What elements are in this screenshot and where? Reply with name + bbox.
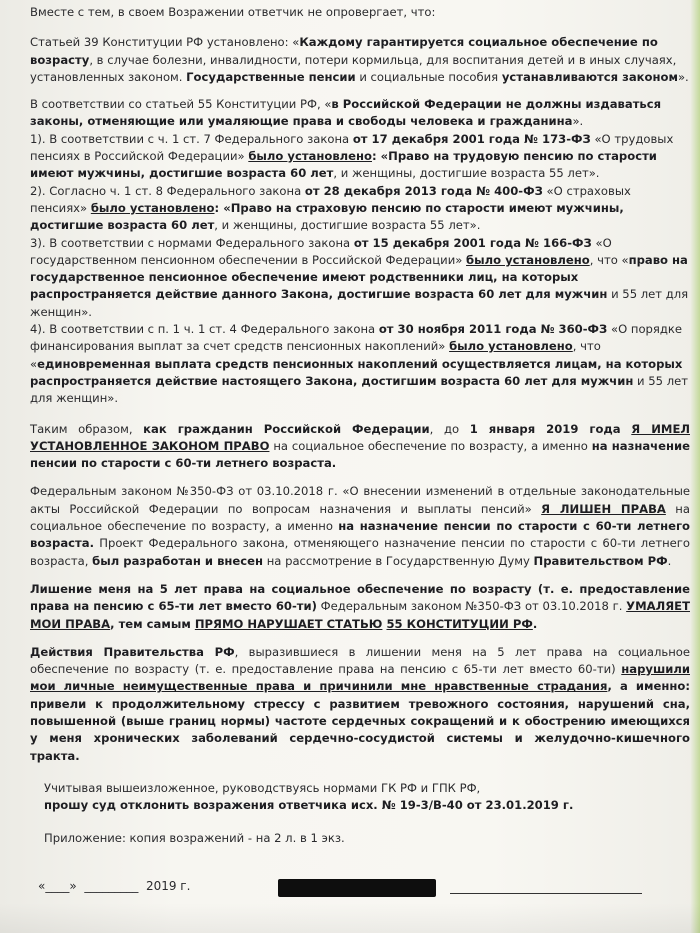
bold-span: был разработан и внесен: [92, 553, 264, 568]
law-item-3: [30, 235, 690, 321]
text-span: на социальное обеспечение по возрасту, а именно: [269, 438, 592, 453]
bold-span: на назначение пенсии по старости с 60-ти летнего возраста.: [30, 438, 690, 471]
text-span: .: [667, 553, 672, 568]
bold-span: .: [532, 616, 538, 631]
bold-span: Правительством РФ: [533, 553, 668, 568]
underlined-span: было установлено: [466, 252, 590, 267]
bold-span: Каждому гарантируется социальное обеспечение по возрасту: [30, 35, 658, 67]
text-span: 2). Согласно ч. 1 ст. 8 Федерального закона: [30, 183, 305, 198]
moral-damage-paragraph: [30, 644, 690, 765]
bold-span: Государственные пенсии: [186, 69, 356, 84]
text-span: на рассмотрение в Государственную Думу: [263, 553, 534, 568]
signature-line: [450, 893, 642, 894]
bold-span: Лишение меня на 5 лет права на социальное обеспечение по возрасту (т. е. предоставление права на пенсию с 65-ти лет вместо 60-ти): [30, 581, 690, 614]
page-edge-shadow: [690, 0, 700, 933]
text-span: Федеральным законом №350-ФЗ от 03.10.2018 г. «О внесении изменений в отдельные законодательные акты Российской Федерации по вопросам назначения и выплаты пенсий»: [30, 484, 690, 516]
text-span: «О порядке финансирования выплат за счет средств пенсионных накоплений»: [30, 322, 683, 354]
text-span: 1). В соответствии с ч. 1 ст. 7 Федерального закона: [30, 131, 353, 146]
conclusion-paragraph: [30, 421, 690, 473]
text-span: , выразившиеся в лишении меня на 5 лет права на социальное обеспечение по возрасту (т. е. предоставление права на пенсию с 65-ти лет вместо 60-ти): [30, 644, 690, 677]
bold-span: в Российской Федерации не должны издаваться законы, отменяющие или умаляющие права и свободы человека и гражданина: [30, 97, 662, 129]
text-span: Статьей 39 Конституции РФ установлено: «: [30, 35, 300, 50]
text-span: 4). В соответствии с п. 1 ч. 1 ст. 4 Федерального закона: [30, 322, 379, 337]
bold-span: от 15 декабря 2001 года № 166-ФЗ: [353, 235, 592, 250]
law-350-paragraph: [30, 483, 690, 569]
bold-span: : «: [372, 149, 389, 164]
bold-span: на назначение пенсии по старости с 60-ти летнего возраста.: [30, 519, 690, 551]
law-item-1: [30, 131, 690, 183]
text-span: на социальное обеспечение по возрасту, а именно: [30, 501, 690, 534]
bold-span: : «: [214, 200, 231, 215]
text-span: , и женщины, достигшие возраста 55 лет».: [333, 166, 600, 181]
text-span: , до: [429, 421, 470, 436]
attachment-text: Приложение: копия возражений - на 2 л. в 1 экз.: [44, 831, 345, 846]
underlined-span: нарушили мои личные неимущественные права и причинили мне нравственные страдания: [30, 662, 690, 694]
text-span: Федеральным законом №350-ФЗ от 03.10.2018 г.: [316, 599, 627, 614]
page-bottom-shadow: [0, 903, 700, 933]
text-span: [621, 422, 632, 436]
bold-span: Действия Правительства РФ: [30, 644, 235, 659]
redacted-name-block: [278, 879, 436, 897]
attachment-line: [30, 830, 690, 847]
text-span: Таким образом,: [30, 421, 144, 436]
law-item-2: [30, 183, 690, 235]
underlined-span: было установлено: [248, 149, 372, 164]
text-span: и 55 лет для женщин».: [30, 287, 689, 319]
document-body: [30, 4, 690, 858]
article-39-paragraph: [30, 34, 690, 86]
bold-span: привели к продолжительному стрессу с развитием тревожного состояния, нарушений сна, повышенной (выше границ нормы) частоте сердечных сокращений и к обострению имеющихся у меня хронических заболеваний сердечно-сосудистой системы и желудочно-кишечного тракта.: [30, 696, 690, 763]
article-55-paragraph: [30, 96, 690, 131]
bold-span: 1 января 2019 года: [469, 421, 621, 436]
text-span: «О трудовых пенсиях в Российской Федерации»: [30, 131, 674, 164]
bold-span: устанавливаются законом: [501, 69, 678, 84]
underlined-span: ПРЯМО НАРУШАЕТ СТАТЬЮ: [194, 616, 383, 631]
underlined-span: Я ИМЕЛ УСТАНОВЛЕННОЕ ЗАКОНОМ ПРАВО: [30, 421, 690, 453]
request-paragraph: [30, 780, 690, 815]
text-span: 3). В соответствии с нормами Федерального закона: [30, 235, 354, 250]
bold-span: единовременная выплата средств пенсионных накоплений осуществляется лицам, на которых распространяется действие настоящего Закона, достигшим возраста 60 лет для мужчин: [30, 356, 683, 388]
text-span: ».: [677, 69, 689, 84]
signature-footer: [38, 879, 678, 903]
text-span: , и женщины, достигшие возраста 55 лет».: [214, 218, 481, 233]
text-span: и 55 лет для женщин».: [30, 373, 689, 406]
text-span: «О страховых пенсиях»: [30, 183, 631, 215]
rights-violation-paragraph: [30, 581, 690, 633]
text-span: Проект Федерального закона, отменяющего назначение пенсии по старости с 60-ти летнего возраста,: [30, 536, 690, 568]
date-line: «____» _________ 2019 г.: [38, 879, 191, 893]
bold-span: Право на трудовую пенсию по старости имеют мужчины, достигшие возраста 60 лет: [30, 149, 657, 181]
request-line-1: Учитывая вышеизложенное, руководствуясь нормами ГК РФ и ГПК РФ,: [44, 780, 481, 795]
text-span: В соответствии со статьей 55 Конституции РФ, «: [30, 97, 332, 112]
underlined-span: было установлено: [449, 339, 573, 354]
underlined-span: Я ЛИШЕН ПРАВА: [541, 501, 666, 516]
text-span: , в случае болезни, инвалидности, потери кормильца, для воспитания детей и в иных случаях, установленных законом.: [30, 52, 677, 84]
text-span: и социальные пособия: [355, 69, 502, 84]
bold-span: право на государственное пенсионное обеспечение имеют родственники лиц, на которых распространяется действие данного Закона, достигшие возраста 60 лет для мужчин: [30, 252, 688, 302]
bold-span: как гражданин Российской Федерации: [143, 421, 430, 436]
request-line-2: прошу суд отклонить возражения ответчика исх. № 19-3/В-40 от 23.01.2019 г.: [44, 798, 574, 813]
intro-paragraph: [30, 4, 690, 21]
intro-text: Вместе с тем, в своем Возражении ответчик не опровергает, что:: [30, 5, 436, 19]
law-item-4: [30, 321, 690, 407]
underlined-span: УМАЛЯЕТ МОИ ПРАВА: [30, 599, 690, 631]
bold-span: , тем самым: [110, 616, 195, 631]
bold-span: от 28 декабря 2013 года № 400-ФЗ: [304, 183, 543, 198]
underlined-span: было установлено: [90, 200, 215, 215]
bold-span: от 17 декабря 2001 года № 173-ФЗ: [352, 131, 591, 146]
text-span: «О государственном пенсионном обеспечении в Российской Федерации»: [30, 235, 612, 267]
text-span: , что «: [30, 339, 601, 371]
bold-span: , а именно:: [607, 679, 690, 694]
text-span: , что «: [589, 252, 629, 267]
bold-span: от 30 ноября 2011 года № 360-ФЗ: [378, 322, 608, 337]
underlined-span: 55 КОНСТИТУЦИИ РФ: [386, 616, 533, 631]
text-span: ».: [572, 114, 584, 129]
bold-span: Право на страховую пенсию по старости имеют мужчины, достигшие возраста 60 лет: [30, 200, 624, 233]
